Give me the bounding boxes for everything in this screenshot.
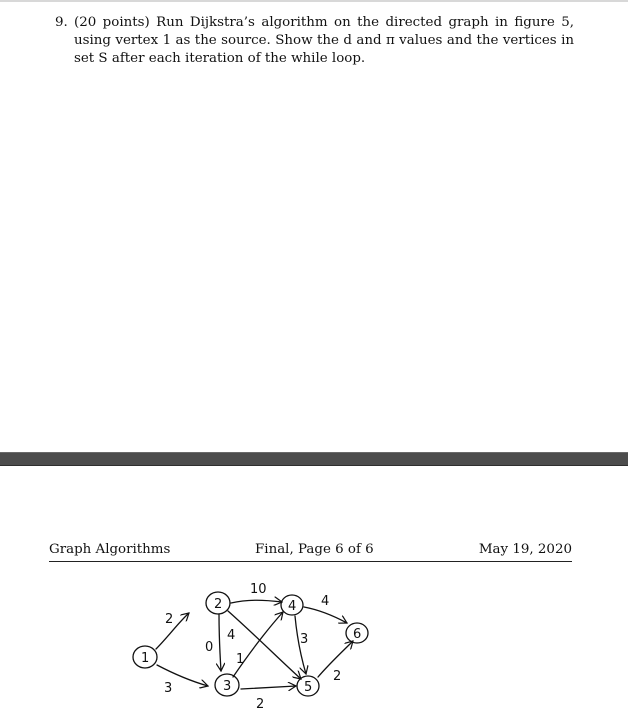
weight-5-6: 2 <box>333 669 342 684</box>
weight-1-3: 3 <box>164 681 173 696</box>
node-6-label: 6 <box>353 627 362 642</box>
question-number: 9. <box>55 15 68 30</box>
node-3 <box>215 674 239 696</box>
weight-4-6: 4 <box>321 594 330 609</box>
node-5-label: 5 <box>304 680 313 695</box>
weight-2-4: 10 <box>250 582 267 597</box>
question-text: (20 points) Run Dijkstra’s algorithm on the directed graph in figure 5, using vertex 1 as the source. Show the d and π values and the vertices in set S after each iteration of the while loop. <box>74 15 574 66</box>
weight-3-5: 2 <box>256 697 265 712</box>
edge-2-3 <box>219 614 221 671</box>
edge-2-4 <box>231 600 282 603</box>
edge-4-6 <box>304 607 347 623</box>
directed-graph-figure <box>0 565 628 720</box>
node-3-label: 3 <box>223 679 232 694</box>
edge-3-5 <box>241 686 296 689</box>
page-top-rule <box>0 0 628 2</box>
node-6 <box>346 623 368 643</box>
node-2-label: 2 <box>214 597 223 612</box>
header-course-title: Graph Algorithms <box>49 542 171 557</box>
running-header <box>49 541 572 562</box>
page-break-divider <box>0 452 628 466</box>
weight-4-5: 3 <box>300 632 309 647</box>
node-1 <box>133 646 157 668</box>
header-page-number: Final, Page 6 of 6 <box>255 542 374 557</box>
weight-2-5: 4 <box>227 628 236 643</box>
node-4 <box>281 595 303 615</box>
node-4-label: 4 <box>288 599 297 614</box>
weight-2-3: 0 <box>205 640 214 655</box>
weight-3-4: 1 <box>236 652 245 667</box>
node-2 <box>206 592 230 614</box>
header-date: May 19, 2020 <box>478 542 572 557</box>
node-1-label: 1 <box>141 651 150 666</box>
node-5 <box>297 676 319 696</box>
weight-1-2: 2 <box>165 612 174 627</box>
